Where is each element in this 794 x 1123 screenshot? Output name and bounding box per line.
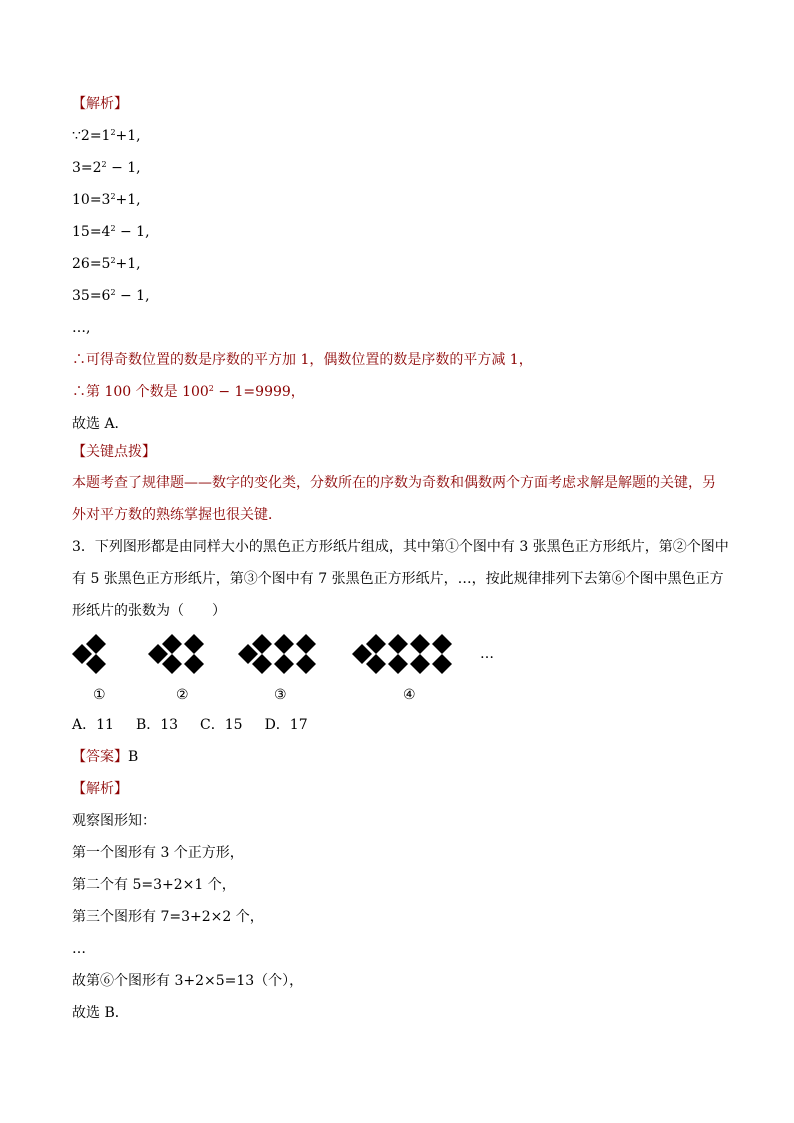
figure-2-square-top-2 [184, 634, 204, 654]
analysis2-heading: 【解析】 [72, 781, 128, 797]
figure-4-square-bottom-3 [410, 654, 430, 674]
equation-line-2: $3=2^2 - 1$, [72, 160, 141, 176]
keypoint-line-2: 外对平方数的熟练掌握也很关键． [72, 507, 282, 523]
question-line-1: 3．下列图形都是由同样大小的黑色正方形纸片组成，其中第①个图中有 3 张黑色正方形纸片，第②个图中 [72, 539, 729, 555]
figure-4-square-top-3 [410, 634, 430, 654]
figure-4-square-bottom-2 [388, 654, 408, 674]
equation-line-3: $10=3^2+1$, [72, 192, 141, 208]
analysis2-line-2: 第一个图形有 3 个正方形， [72, 845, 244, 861]
figure-label-4: ④ [403, 687, 416, 703]
equation-line-1: $\because 2=1^2+1$, [72, 128, 141, 144]
figure-3-square-bottom-3 [296, 654, 316, 674]
pattern-figures [70, 626, 510, 706]
result-line: ∴第 100 个数是 $100^2 - 1=9999$， [72, 384, 305, 400]
figure-4-square-bottom-4 [432, 654, 452, 674]
figure-label-2: ② [176, 687, 189, 703]
keypoint-heading: 【关键点拨】 [72, 444, 156, 460]
options-line [72, 716, 308, 734]
option-b: B．13 [135, 717, 179, 733]
equation-line-6: $35=6^2 - 1$, [72, 288, 150, 304]
figure-ellipsis: … [480, 646, 494, 662]
question-line-3: 形纸片的张数为（ ） [72, 603, 226, 619]
analysis2-line-3: 第二个有 5=3+2×1 个， [72, 877, 236, 893]
figure-3-square-top-3 [296, 634, 316, 654]
ellipsis-line: …, [72, 320, 91, 336]
option-c: C．15 [200, 717, 243, 733]
choice-line: 故选 A． [72, 416, 129, 432]
figure-4-square-top-4 [432, 634, 452, 654]
conclusion-line: ∴可得奇数位置的数是序数的平方加 1，偶数位置的数是序数的平方减 1， [72, 352, 533, 368]
analysis-heading: 【解析】 [72, 96, 128, 112]
analysis2-line-6: 故第⑥个图形有 3+2×5=13（个）， [72, 973, 304, 989]
answer-heading: 【答案】 [72, 749, 128, 765]
figure-4-square-top-2 [388, 634, 408, 654]
figure-3-square-top-2 [274, 634, 294, 654]
equation-line-4: $15=4^2 - 1$, [72, 224, 150, 240]
question-line-2: 有 5 张黑色正方形纸片，第③个图中有 7 张黑色正方形纸片，…，按此规律排列下去第⑥个图中黑色正方 [72, 571, 724, 587]
option-a: A．11 [72, 717, 114, 733]
analysis2-line-7: 故选 B． [72, 1005, 129, 1021]
figure-3-square-bottom-2 [274, 654, 294, 674]
analysis2-line-1: 观察图形知： [72, 813, 156, 829]
option-d: D．17 [264, 717, 308, 733]
pattern-figures-svg [70, 626, 510, 686]
figure-label-1: ① [93, 687, 106, 703]
analysis2-line-4: 第三个图形有 7=3+2×2 个， [72, 909, 264, 925]
keypoint-line-1: 本题考查了规律题——数字的变化类，分数所在的序数为奇数和偶数两个方面考虑求解是解题的关键，另 [72, 475, 716, 491]
equation-line-5: $26=5^2+1$, [72, 256, 141, 272]
answer-value: B [128, 749, 139, 765]
figure-2-square-bottom-2 [184, 654, 204, 674]
figure-label-3: ③ [274, 687, 287, 703]
answer-line [72, 748, 138, 766]
analysis2-line-5: … [72, 941, 86, 957]
